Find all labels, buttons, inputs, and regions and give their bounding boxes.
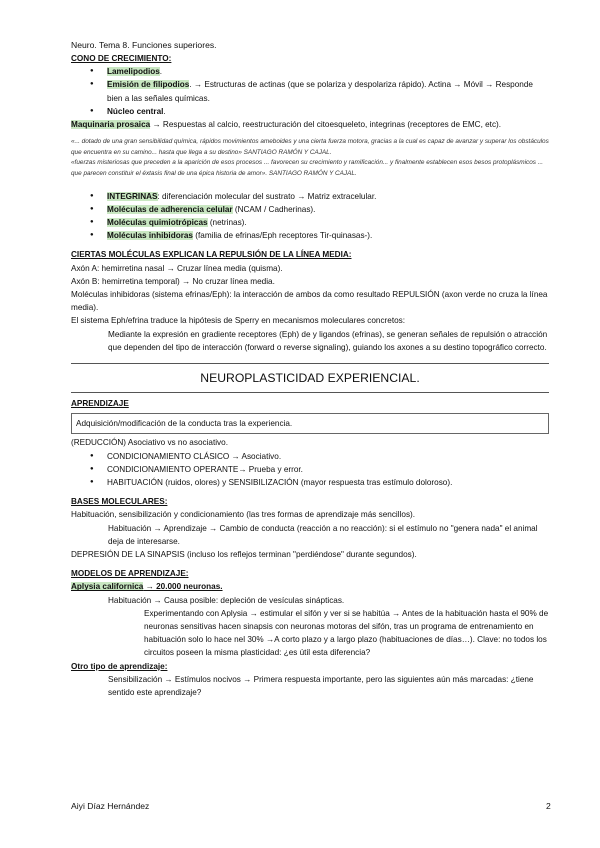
inhibidoras-line: Moléculas inhibidoras (sistema efrinas/Eph): la interacción de ambos da como resultado REPULSIÓN (axon verde no cruza la línea media). (71, 290, 548, 313)
section-title: NEUROPLASTICIDAD EXPERIENCIAL. (200, 371, 420, 386)
eph-explanation: Mediante la expresión en gradiente receptores (Eph) de y ligandos (efrinas), se generan señales de repulsión o atracción que dependen del tipo de interacción (forward o reverse signaling), guiando los axones a su destino topográfico correcto. (108, 329, 548, 352)
experimento-paragraph: Experimentando con Aplysia → estimular el sifón y ver si se habitúa → Antes de la habituación hasta el 90% de neuronas sensitivas hacen sinapsis con neuronas motoras del sifón, tras un programa de entrenamiento en habituación solo lo hace nel 30% →A corto plazo y a largo plazo (habituaciones de días…). Clave: no todos los circuitos poseen la misma plasticidad: ¿es útil esta diferencia? (144, 608, 549, 658)
list-item: ● Núcleo central. (71, 105, 549, 118)
list-item: ● CONDICIONAMIENTO CLÁSICO → Asociativo. (71, 450, 549, 463)
page-content (71, 52, 549, 699)
list-item: ● HABITUACIÓN (ruidos, olores) y SENSIBILIZACIÓN (mayor respuesta tras estímulo doloroso). (71, 476, 549, 489)
page-number: 2 (546, 801, 551, 811)
definition-box: Adquisición/modificación de la conducta tras la experiencia. (71, 413, 549, 434)
section-divider (71, 392, 549, 393)
habituacion-line: Habituación → Causa posible: depleción de vesículas sinápticas. (108, 595, 345, 605)
bases-p1: Habituación, sensibilización y condicionamiento (las tres formas de aprendizaje más sencillos). (71, 510, 416, 520)
bases-p3: DEPRESIÓN DE LA SINAPSIS (incluso los reflejos terminan "perdiéndose" durante segundos). (71, 550, 417, 560)
linea-media-heading: CIERTAS MOLÉCULAS EXPLICAN LA REPULSIÓN DE LA LÍNEA MEDIA: (71, 250, 352, 260)
header-title: Neuro. Tema 8. Funciones superiores. (71, 40, 217, 50)
modelos-heading: MODELOS DE APRENDIZAJE: (71, 569, 189, 579)
bases-p2: Habituación → Aprendizaje → Cambio de conducta (reacción a no reacción): si el estímulo no "genera nada" el animal deja de interesarse. (108, 523, 538, 546)
list-item: ● CONDICIONAMIENTO OPERANTE→ Prueba y error. (71, 463, 549, 476)
list-item: ● INTEGRINAS: diferenciación molecular del sustrato → Matriz extracelular. (71, 190, 549, 203)
cono-list (71, 65, 549, 118)
cono-heading: CONO DE CRECIMIENTO: (71, 54, 172, 63)
sensibilizacion-paragraph: Sensibilización → Estímulos nocivos → Primera respuesta importante, pero las siguientes aún más marcadas: ¿tiene sentido este aprendizaje? (108, 674, 534, 698)
cajal-quotes (71, 137, 549, 179)
axon-b-line: Axón B: hemirretina temporal) → No cruzar línea media. (71, 276, 275, 286)
eph-line: El sistema Eph/efrina traduce la hipótesis de Sperry en mecanismos moleculares concretos: (71, 316, 406, 326)
list-item: ● Emisión de filipodios. → Estructuras de actinas (que se polariza y despolariza rápido). Actina → Móvil → Responde bien a las señales químicas. (71, 78, 549, 104)
moleculas-list (71, 190, 549, 243)
reduccion-line: (REDUCCIÓN) Asociativo vs no asociativo. (71, 438, 228, 448)
section-divider (71, 363, 549, 364)
aprendizaje-list (71, 450, 549, 490)
aprendizaje-heading: APRENDIZAJE (71, 399, 129, 409)
list-item: ● Moléculas inhibidoras (familia de efrinas/Eph receptores Tir-quinasas-). (71, 229, 549, 242)
list-item: ● Lamelipodios. (71, 65, 549, 78)
quote-1: «... dotado de una gran sensibilidad química, rápidos movimientos ameboides y una cierta fuerza motora, gracias a la cual es capaz de avanzar y superar los obstáculos que encuentra en su camino... hasta que llega a su destino» SANTIAGO RAMÓN Y CAJAL. (71, 138, 549, 156)
quote-2: «fuerzas misteriosas que preceden a la aparición de esos procesos ... favorecen su crecimiento y ramificación... y finalmente establecen esos besos protoplásmicos ... que parecen constituir el éxtasis final de una épica historia de amor». SANTIAGO RAMÓN Y CAJAL. (71, 159, 544, 177)
list-item: ● Moléculas quimiotrópicas (netrinas). (71, 216, 549, 229)
maquinaria-paragraph: Maquinaria prosaica → Respuestas al calcio, reestructuración del citoesqueleto, integrinas (receptores de EMC, etc). (71, 120, 502, 130)
axon-a-line: Axón A: hemirretina nasal → Cruzar línea media (quisma). (71, 263, 283, 273)
footer-author: Aiyi Díaz Hernández (71, 801, 150, 811)
bases-heading: BASES MOLECULARES: (71, 497, 168, 507)
aplysia-line: Aplysia californica → 20.000 neuronas. (71, 582, 223, 592)
otro-tipo-heading: Otro tipo de aprendizaje: (71, 661, 168, 671)
list-item: ● Moléculas de adherencia celular (NCAM / Cadherinas). (71, 203, 549, 216)
